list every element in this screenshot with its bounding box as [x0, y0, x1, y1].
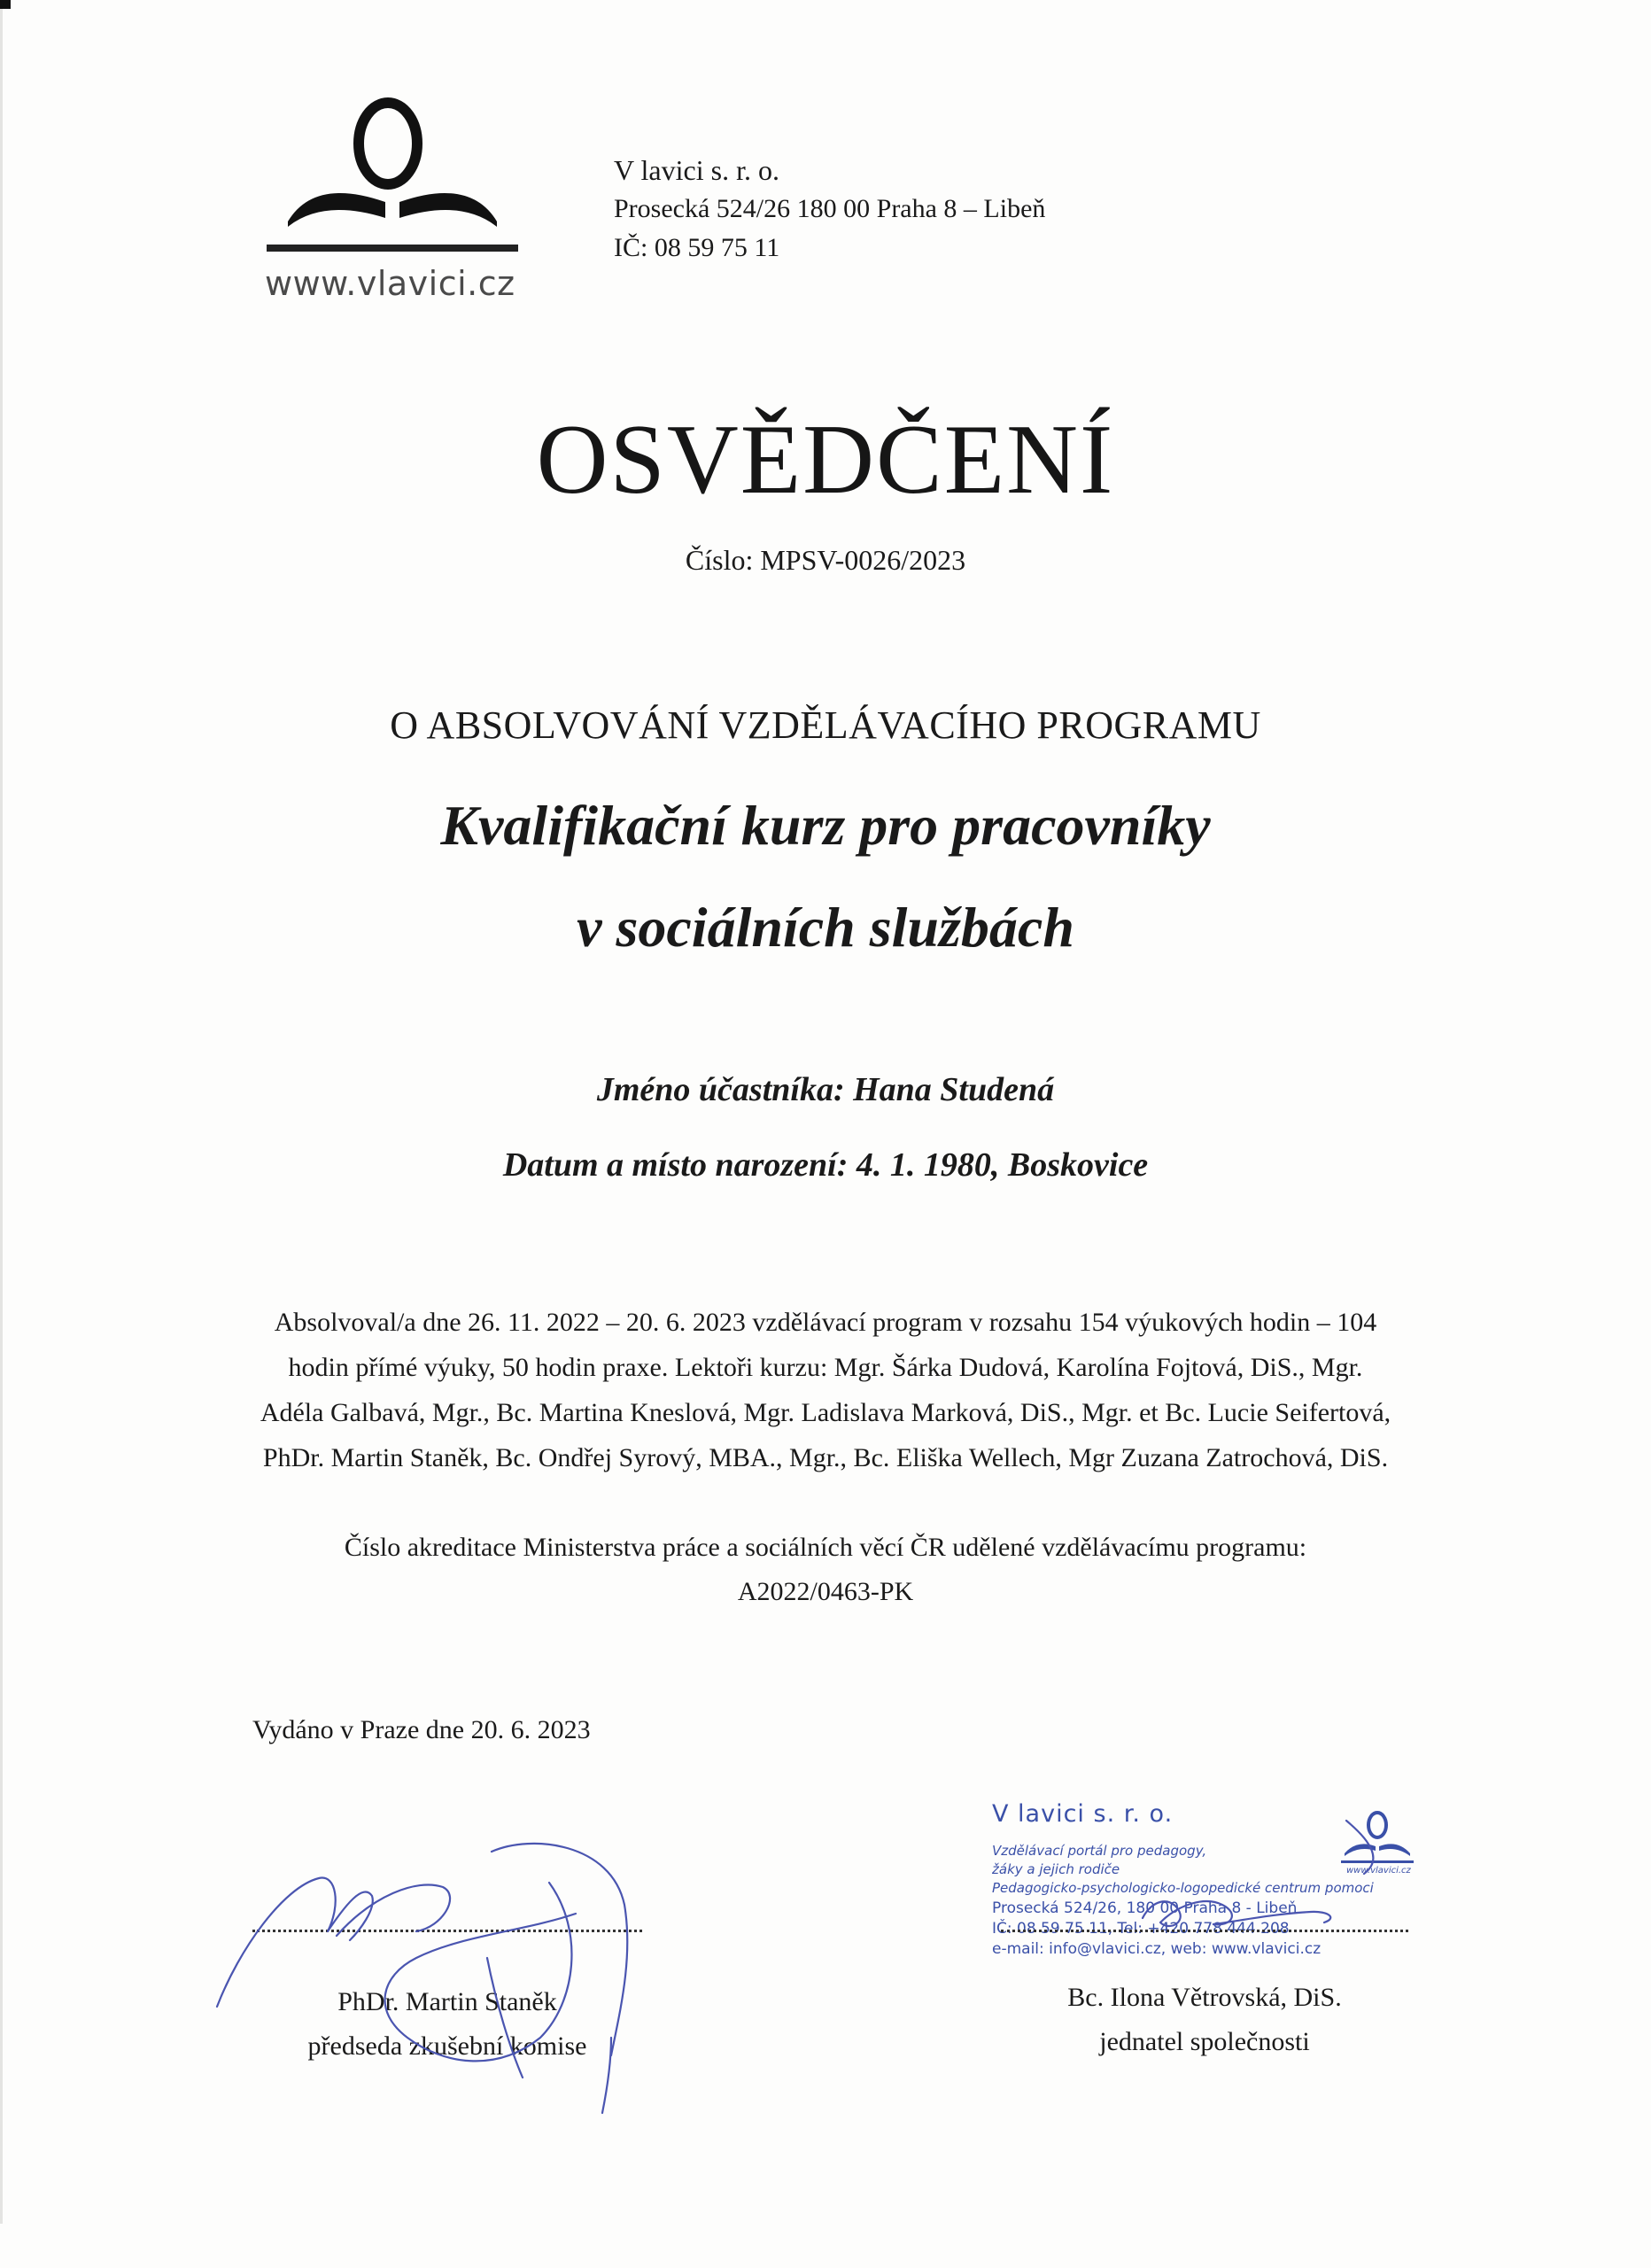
- signature-line-right: [1001, 1930, 1408, 1932]
- certificate-title: OSVĚDČENÍ: [536, 405, 1115, 515]
- course-title-line-1: Kvalifikační kurz pro pracovníky: [440, 794, 1211, 857]
- signatory-role-right: jednatel společnosti: [1099, 2027, 1310, 2056]
- logo-url: www.vlavici.cz: [265, 264, 515, 303]
- signature-line-left: [252, 1930, 642, 1932]
- stamp-company-name: V lavici s. r. o.: [992, 1800, 1174, 1828]
- stamp-line: žáky a jejich rodiče: [992, 1861, 1120, 1877]
- program-heading: O ABSOLVOVÁNÍ VZDĚLÁVACÍHO PROGRAMU: [390, 703, 1261, 747]
- signature-block-right: [983, 1976, 1426, 2064]
- company-name: V lavici s. r. o.: [614, 154, 779, 186]
- stamp-logo-icon: [1337, 1807, 1417, 1869]
- accreditation-text: Číslo akreditace Ministerstva práce a sociálních věcí ČR udělené vzdělávacímu programu:: [344, 1533, 1307, 1562]
- course-title-line-2: v sociálních službách: [577, 896, 1074, 959]
- company-stamp: [988, 1798, 1448, 1976]
- scan-edge-mark: [0, 0, 11, 9]
- paragraph-line: Adéla Galbavá, Mgr., Bc. Martina Kneslová, Mgr. Ladislava Marková, DiS., Mgr. et Bc. Lucie Seifertová,: [260, 1398, 1391, 1427]
- company-info: [614, 151, 1045, 268]
- accreditation-block: [0, 1526, 1651, 1614]
- paragraph-line: hodin přímé výuky, 50 hodin praxe. Lektoři kurzu: Mgr. Šárka Dudová, Karolína Fojtová, DiS., Mgr.: [288, 1353, 1363, 1382]
- participant-birth: Datum a místo narození: 4. 1. 1980, Boskovice: [502, 1146, 1149, 1184]
- completion-paragraph: [186, 1300, 1465, 1480]
- signatory-name-left: PhDr. Martin Staněk: [337, 1987, 557, 2016]
- company-address: Prosecká 524/26 180 00 Praha 8 – Libeň: [614, 194, 1046, 223]
- accreditation-code: A2022/0463-PK: [737, 1577, 914, 1606]
- issue-date: Vydáno v Praze dne 20. 6. 2023: [252, 1715, 591, 1744]
- open-book-logo-icon: [261, 89, 527, 257]
- signature-left-stroke: [337, 1884, 450, 1936]
- participant-name: Jméno účastníka: Hana Studená: [596, 1071, 1055, 1108]
- stamp-line: IČ: 08 59 75 11, Tel: +420 778 444 208: [992, 1920, 1290, 1938]
- stamp-line: Vzdělávací portál pro pedagogy,: [992, 1843, 1207, 1859]
- company-logo: [261, 89, 527, 319]
- paragraph-line: PhDr. Martin Staněk, Bc. Ondřej Syrový, MBA., Mgr., Bc. Eliška Wellech, Mgr Zuzana Zatrochová, DiS.: [262, 1443, 1389, 1472]
- stamp-line: e-mail: info@vlavici.cz, web: www.vlavici.cz: [992, 1940, 1322, 1958]
- signatory-name-right: Bc. Ilona Větrovská, DiS.: [1067, 1983, 1342, 2012]
- scan-edge-shadow: [0, 9, 3, 2224]
- signatory-role-left: předseda zkušební komise: [307, 2031, 587, 2061]
- stamp-url: www.vlavici.cz: [1346, 1866, 1411, 1876]
- company-ic: IČ: 08 59 75 11: [614, 233, 780, 262]
- stamp-line: Prosecká 524/26, 180 00 Praha 8 - Libeň: [992, 1899, 1298, 1917]
- stamp-line: Pedagogicko-psychologicko-logopedické centrum pomoci: [992, 1880, 1374, 1896]
- paragraph-line: Absolvoval/a dne 26. 11. 2022 – 20. 6. 2023 vzdělávací program v rozsahu 154 výukových hodin – 104: [274, 1308, 1377, 1337]
- signature-block-left: [252, 1980, 642, 2069]
- certificate-number: Číslo: MPSV-0026/2023: [685, 544, 966, 576]
